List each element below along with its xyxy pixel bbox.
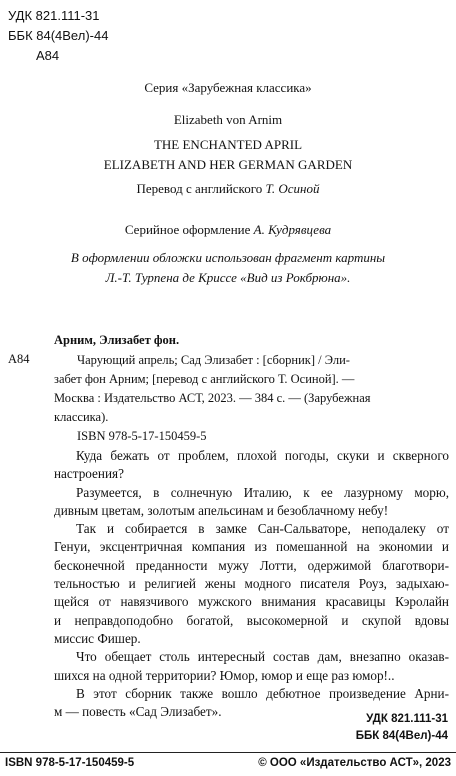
annotation-line: бесконечной преданности мужу Лотти, одержимой благотвори- xyxy=(54,557,449,573)
bbk-code-bottom: ББК 84(4Вел)-44 xyxy=(355,730,448,742)
annotation-line: тельностью и религией жены модного писателя Роуз, задыхаю- xyxy=(54,576,449,592)
footer-copyright: © ООО «Издательство АСТ», 2023 xyxy=(258,757,451,769)
original-author: Elizabeth von Arnim xyxy=(173,112,283,127)
annotation-line: Что обещает столь интересный состав дам, внезапно оказав- xyxy=(76,649,449,665)
bib-line: классика). xyxy=(54,410,109,424)
series-line: Серия «Зарубежная классика» xyxy=(144,80,312,95)
footer-isbn: ISBN 978-5-17-150459-5 xyxy=(5,757,135,769)
bib-line: Чарующий апрель; Сад Элизабет : [сборник] / Эли- xyxy=(77,353,350,367)
annotation-line: Генуи, эксцентричная компания из помешанной на экономии и xyxy=(54,539,449,555)
annotation-line: Куда бежать от проблем, плохой погоды, скуки и скверного xyxy=(76,448,449,463)
original-title-1: THE ENCHANTED APRIL xyxy=(153,137,303,152)
classification-bottom xyxy=(356,711,448,745)
annotation-line: Разумеется, в солнечную Италию, к ее лазурному морю, xyxy=(76,484,449,500)
annotation-line: дивным цветам, золотым апельсинам и безоблачному небу! xyxy=(54,502,389,518)
annotation-line: м — повесть «Сад Элизабет». xyxy=(54,704,222,720)
annotation-line: шихся на одной территории? Юмор, юмор и еще раз юмор!.. xyxy=(54,667,395,683)
design-credit xyxy=(0,222,456,238)
translation-label: Перевод с английского xyxy=(136,181,263,196)
cover-note-line-2: Л.-Т. Турпена де Криссе «Вид из Рокбрюна». xyxy=(105,270,351,285)
translation-credit xyxy=(0,181,456,197)
annotation-line: миссис Фишер. xyxy=(54,630,141,646)
bib-line: забет фон Арним; [перевод с английского Т. Осиной]. — xyxy=(54,372,355,386)
cover-note-line-1: В оформлении обложки использован фрагмент картины xyxy=(70,250,386,265)
annotation-line: В этот сборник также вошло дебютное произведение Арни- xyxy=(76,685,449,701)
author-mark: А84 xyxy=(36,48,60,63)
bibliographic-description xyxy=(77,351,350,370)
footer-rule xyxy=(0,752,456,753)
isbn-bibliographic: ISBN 978-5-17-150459-5 xyxy=(77,429,207,443)
margin-author-mark: А84 xyxy=(8,352,30,366)
designer-name: А. Кудрявцева xyxy=(253,222,332,237)
design-label: Серийное оформление xyxy=(124,222,251,237)
annotation-line: Так и собирается в замке Сан-Сальваторе, неподалеку от xyxy=(76,521,449,537)
classification-top xyxy=(8,6,108,66)
bib-line: Москва : Издательство АСТ, 2023. — 384 с. — (Зарубежная xyxy=(54,391,371,405)
translator-name: Т. Осиной xyxy=(265,181,320,196)
annotation-line: щейся от навязчивого мужского внимания красавицы Кэролайн xyxy=(54,594,449,610)
udk-code: УДК 821.111-31 xyxy=(8,8,100,23)
annotation-line: настроения? xyxy=(54,466,124,482)
bibliographic-continuation xyxy=(54,370,371,427)
udk-code-bottom: УДК 821.111-31 xyxy=(366,713,448,725)
annotation-line: и неправдоподобно богатой, высокомерной и скупой вдовы xyxy=(54,612,449,628)
author-heading: Арним, Элизабет фон. xyxy=(54,333,180,347)
original-title-2: ELIZABETH AND HER GERMAN GARDEN xyxy=(103,157,353,172)
bbk-code: ББК 84(4Вел)-44 xyxy=(8,28,109,43)
annotation xyxy=(54,447,449,721)
